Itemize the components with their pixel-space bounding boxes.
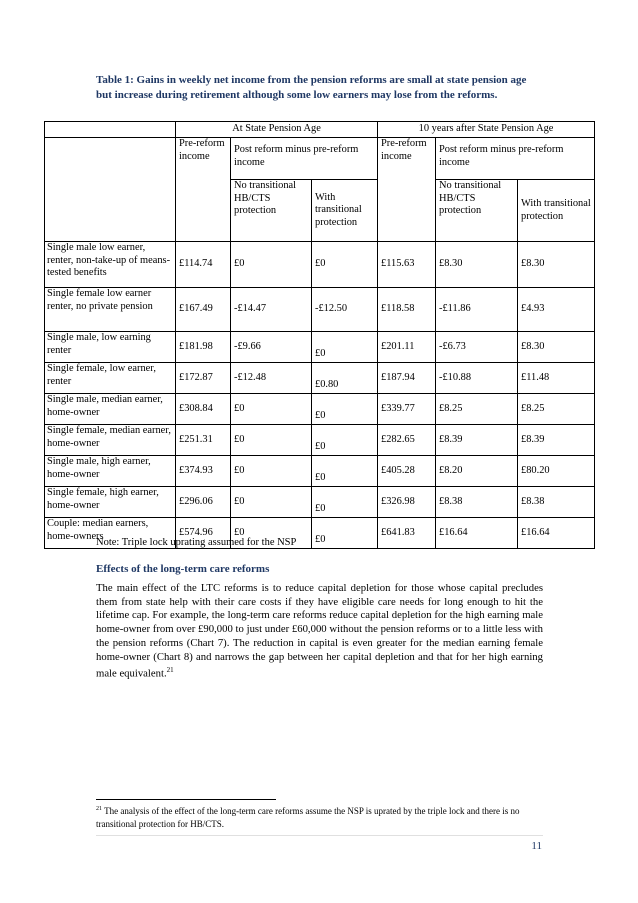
spa-pre-reform-cell: £172.87	[176, 363, 231, 394]
footnote-number: 21	[96, 806, 102, 812]
spa-pre-reform-cell: £574.96	[176, 518, 231, 549]
header-spa-post-minus-pre: Post reform minus pre-reform income	[231, 138, 378, 180]
table-subheader-row	[45, 138, 595, 180]
spa-with-transitional-cell: £0	[312, 518, 378, 549]
table-row	[45, 242, 595, 288]
row-label: Single male low earner, renter, non-take-up of means-tested benefits	[45, 242, 176, 288]
footer-divider	[96, 835, 543, 836]
paragraph-text: The main effect of the LTC reforms is to reduce capital depletion for those whose capital precludes them from state help with their care costs if they have eligible care needs for long enough to hit the lifetime cap. For example, the long-term care reforms reduce capital depletion for the high earning male home-owner from over £90,000 to just under £60,000 without the pension reforms or to a little less with the pension reforms (Chart 7). The reduction in capital is even greater for the median earning female home-owner (Chart 8) and narrows the gap between her capital depletion and that for her high earning male equivalent.	[96, 582, 543, 680]
row-label: Single female, high earner, home-owner	[45, 487, 176, 518]
ten-with-transitional-cell: £8.38	[518, 487, 595, 518]
row-label: Single female, median earner, home-owner	[45, 425, 176, 456]
spa-no-transitional-cell: £0	[231, 518, 312, 549]
header-at-spa: At State Pension Age	[176, 122, 378, 138]
spa-no-transitional-cell: £0	[231, 242, 312, 288]
ten-with-transitional-cell: £80.20	[518, 456, 595, 487]
spa-no-transitional-cell: -£9.66	[231, 332, 312, 363]
ten-with-transitional-cell: £8.39	[518, 425, 595, 456]
table-row	[45, 425, 595, 456]
ten-pre-reform-cell: £118.58	[378, 288, 436, 332]
table-row	[45, 394, 595, 425]
footnote	[96, 803, 541, 830]
ten-pre-reform-cell: £201.11	[378, 332, 436, 363]
ten-pre-reform-cell: £405.28	[378, 456, 436, 487]
spa-pre-reform-cell: £114.74	[176, 242, 231, 288]
ten-pre-reform-cell: £115.63	[378, 242, 436, 288]
ten-pre-reform-cell: £187.94	[378, 363, 436, 394]
footnote-separator	[96, 799, 276, 800]
spa-pre-reform-cell: £167.49	[176, 288, 231, 332]
table-caption: Table 1: Gains in weekly net income from the pension reforms are small at state pension age but increase during retirement although some low earners may lose from the reforms.	[96, 74, 527, 101]
spa-pre-reform-cell: £251.31	[176, 425, 231, 456]
row-label: Single male, median earner, home-owner	[45, 394, 176, 425]
header-spa-with-transitional: With transitional protection	[312, 180, 378, 242]
empty-label-cell	[45, 138, 176, 242]
ten-with-transitional-cell: £8.25	[518, 394, 595, 425]
header-spa-no-transitional: No transitional HB/CTS protection	[231, 180, 312, 242]
section-heading: Effects of the long-term care reforms	[96, 563, 270, 575]
ten-no-transitional-cell: £16.64	[436, 518, 518, 549]
row-label: Single male, high earner, home-owner	[45, 456, 176, 487]
spa-no-transitional-cell: £0	[231, 425, 312, 456]
header-10y-no-transitional: No transitional HB/CTS protection	[436, 180, 518, 242]
table-row	[45, 487, 595, 518]
header-spa-pre-reform: Pre-reform income	[176, 138, 231, 242]
ten-no-transitional-cell: £8.39	[436, 425, 518, 456]
page-number: 11	[531, 840, 542, 852]
pension-gains-table	[44, 121, 595, 549]
ten-no-transitional-cell: £8.30	[436, 242, 518, 288]
ten-no-transitional-cell: £8.38	[436, 487, 518, 518]
spa-no-transitional-cell: £0	[231, 456, 312, 487]
ten-with-transitional-cell: £16.64	[518, 518, 595, 549]
spa-with-transitional-cell: £0	[312, 456, 378, 487]
spa-no-transitional-cell: £0	[231, 487, 312, 518]
spa-pre-reform-cell: £296.06	[176, 487, 231, 518]
table-row	[45, 456, 595, 487]
row-label: Single male, low earning renter	[45, 332, 176, 363]
table-group-header-row	[45, 122, 595, 138]
ten-no-transitional-cell: £8.20	[436, 456, 518, 487]
header-10y-pre-reform: Pre-reform income	[378, 138, 436, 242]
ten-no-transitional-cell: -£6.73	[436, 332, 518, 363]
spa-with-transitional-cell: £0	[312, 487, 378, 518]
empty-corner-cell	[45, 122, 176, 138]
table-row	[45, 332, 595, 363]
header-10y-with-transitional: With transitional protection	[518, 180, 595, 242]
spa-with-transitional-cell: £0	[312, 425, 378, 456]
spa-with-transitional-cell: £0	[312, 242, 378, 288]
spa-with-transitional-cell: £0	[312, 394, 378, 425]
ten-with-transitional-cell: £4.93	[518, 288, 595, 332]
row-label: Couple: median earners, home-owners	[45, 518, 176, 549]
ten-no-transitional-cell: £8.25	[436, 394, 518, 425]
ten-pre-reform-cell: £339.77	[378, 394, 436, 425]
table-note: Note: Triple lock uprating assumed for the NSP	[96, 537, 297, 548]
ten-with-transitional-cell: £8.30	[518, 332, 595, 363]
ten-no-transitional-cell: -£10.88	[436, 363, 518, 394]
table-row	[45, 363, 595, 394]
footnote-reference-link[interactable]: 21	[166, 666, 174, 675]
spa-with-transitional-cell: £0.80	[312, 363, 378, 394]
ten-pre-reform-cell: £641.83	[378, 518, 436, 549]
ten-with-transitional-cell: £8.30	[518, 242, 595, 288]
spa-no-transitional-cell: £0	[231, 394, 312, 425]
spa-with-transitional-cell: -£12.50	[312, 288, 378, 332]
row-label: Single female, low earner, renter	[45, 363, 176, 394]
body-paragraph	[96, 582, 543, 681]
header-10y-post-minus-pre: Post reform minus pre-reform income	[436, 138, 595, 180]
table-row	[45, 288, 595, 332]
ten-no-transitional-cell: -£11.86	[436, 288, 518, 332]
spa-no-transitional-cell: -£14.47	[231, 288, 312, 332]
spa-with-transitional-cell: £0	[312, 332, 378, 363]
footnote-text: The analysis of the effect of the long-term care reforms assume the NSP is uprated by the triple lock and there is no transitional protection for HB/CTS.	[96, 806, 520, 829]
ten-pre-reform-cell: £326.98	[378, 487, 436, 518]
header-10-years-after: 10 years after State Pension Age	[378, 122, 595, 138]
spa-pre-reform-cell: £374.93	[176, 456, 231, 487]
ten-with-transitional-cell: £11.48	[518, 363, 595, 394]
spa-pre-reform-cell: £181.98	[176, 332, 231, 363]
spa-no-transitional-cell: -£12.48	[231, 363, 312, 394]
spa-pre-reform-cell: £308.84	[176, 394, 231, 425]
ten-pre-reform-cell: £282.65	[378, 425, 436, 456]
row-label: Single female low earner renter, no private pension	[45, 288, 176, 332]
